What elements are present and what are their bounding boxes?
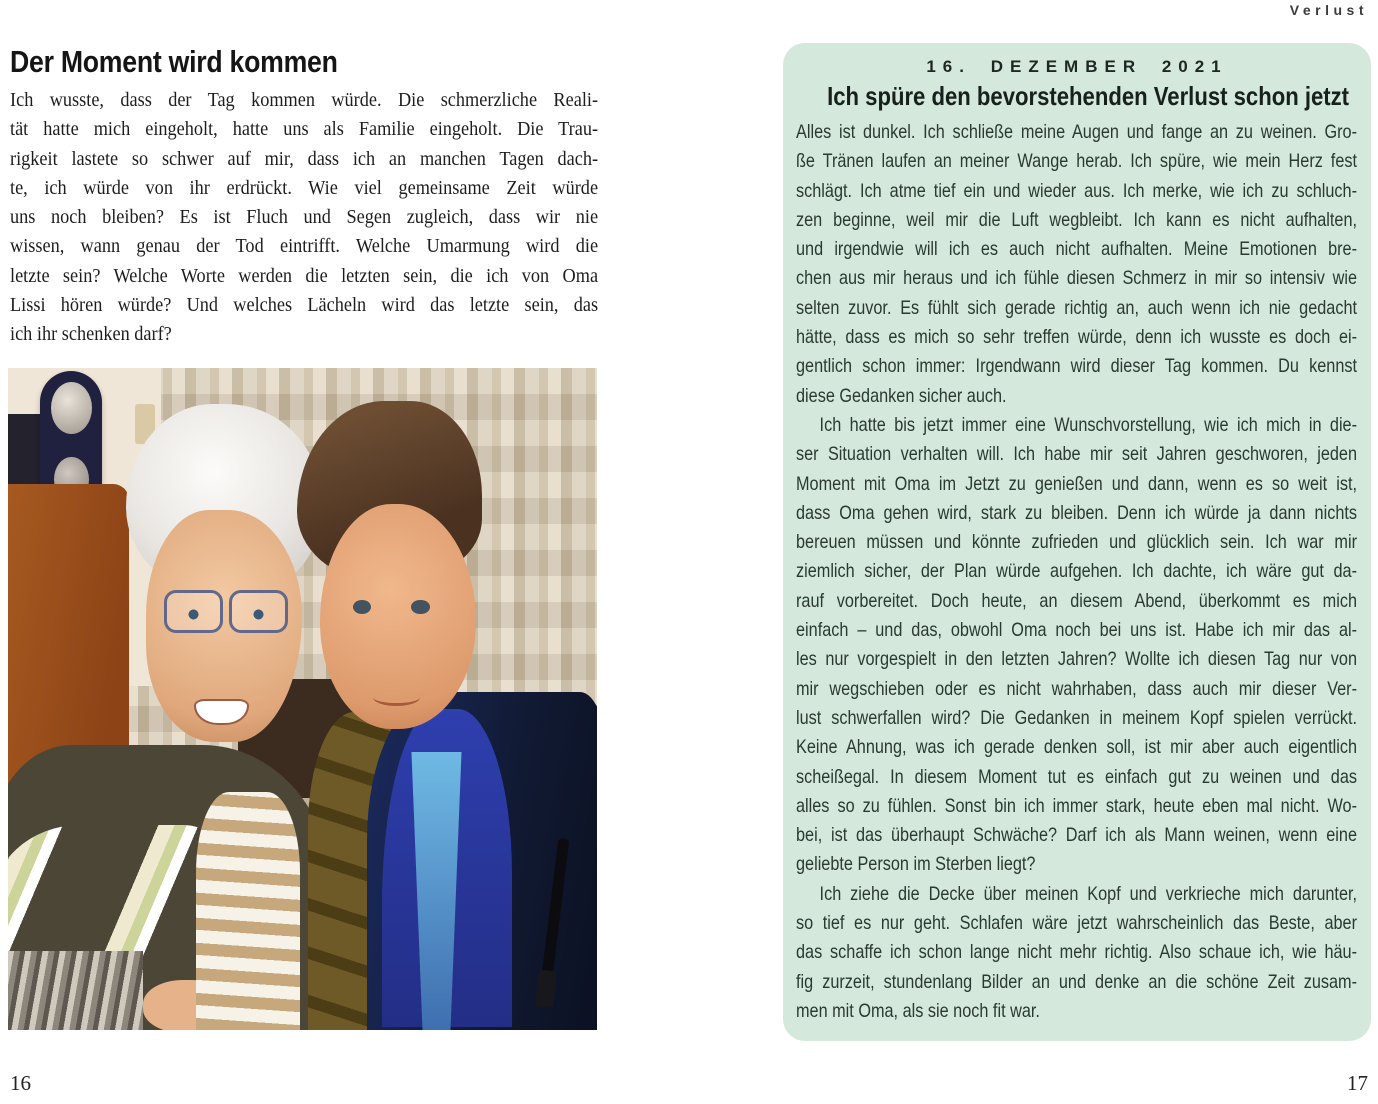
text-line: Moment mit Oma im Jetzt zu genießen und dann, wenn es so weit ist, — [796, 472, 1358, 495]
text-line: wissen, wann genau der Tod eintrifft. Welche Umarmung wird die — [10, 235, 599, 258]
text-line: fig zurzeit, stundenlang Bilder an und denke an die schöne Zeit zusam- — [796, 970, 1358, 993]
text-line: scheißegal. In diesem Moment tut es einfach gut zu weinen und das — [796, 765, 1358, 788]
text-line: letzte sein? Welche Worte werden die letzten sein, die ich von Oma — [10, 264, 599, 287]
text-line: so tief es nur geht. Schlafen wäre jetzt wahrscheinlich das Beste, aber — [796, 912, 1358, 935]
page-number-left: 16 — [10, 1071, 31, 1095]
running-title: Verlust — [1289, 2, 1368, 18]
glasses-lens-right — [229, 590, 288, 633]
text-line: rigkeit lastete so schwer auf mir, dass ich an manchen Tagen dach- — [10, 147, 599, 170]
text-line: selten zuvor. Es fühlt sich gerade richtig an, auch wenn ich nie gedacht — [796, 296, 1358, 319]
text-line: uns noch bleiben? Es ist Fluch und Segen zugleich, dass wir nie — [10, 206, 599, 229]
text-line: te, ich würde von ihr erdrückt. Wie viel gemeinsame Zeit würde — [10, 176, 599, 199]
text-line: ße Tränen laufen an meiner Wange herab. Ich spüre, wie mein Herz fest — [796, 150, 1358, 173]
text-line: hätte, dass es mich so sehr treffen würde, denn ich wusste es doch ei- — [796, 326, 1358, 349]
text-line: ich ihr schenken darf? — [10, 323, 172, 346]
text-line: einfach – und das, obwohl Oma noch bei uns ist. Habe ich mir das al- — [796, 619, 1358, 642]
text-line: Ich hatte bis jetzt immer eine Wunschvorstellung, wie ich mich in die- — [819, 413, 1358, 436]
text-line: schlägt. Ich atme tief ein und wieder aus. Ich merke, wie ich zu schluch- — [796, 179, 1358, 202]
text-line: bei, ist das überhaupt Schwäche? Darf ich als Mann weinen, wenn eine — [796, 824, 1358, 847]
text-line: und irgendwie will ich es auch nicht aufhalten. Meine Emotionen bre- — [796, 238, 1358, 261]
grandma-glasses — [164, 590, 288, 633]
text-line: ser Situation verhalten will. Ich habe mir seit Jahren geschworen, jeden — [796, 443, 1358, 466]
text-line: men mit Oma, als sie noch fit war. — [796, 999, 1040, 1022]
diary-body — [796, 118, 1357, 1026]
text-line: Alles ist dunkel. Ich schließe meine Augen und fange an zu weinen. Gro- — [796, 121, 1358, 143]
text-line: alles so zu fühlen. Sonst bin ich immer stark, heute eben mal nicht. Wo- — [796, 794, 1358, 817]
text-line: geliebte Person im Sterben liegt? — [796, 853, 1036, 876]
glasses-lens-left — [164, 590, 223, 633]
text-line: zen beginne, weil mir die Luft wegbleibt. Ich kann es nicht aufhalten, — [796, 208, 1358, 231]
grandma-sleeve — [8, 951, 143, 1030]
text-line: mir wegschieben oder es nicht wahrhaben, dass auch mir dieser Ver- — [796, 677, 1358, 700]
text-line: Lissi hören würde? Und welches Lächeln wird das letzte sein, das — [10, 294, 599, 317]
text-line: Keine Ahnung, was ich gerade denken soll, ist mir aber auch eigentlich — [796, 736, 1358, 759]
text-line: das schaffe ich schon lange nicht mehr richtig. Also schaue ich, wie häu- — [796, 941, 1358, 964]
grandma-striped-shirt — [196, 792, 299, 1030]
text-line: ziemlich sicher, der Plan würde aufgehen. Ich dachte, ich wäre gut da- — [796, 560, 1358, 583]
text-line: lust schwerfallen wird? Die Gedanken in meinem Kopf spielen verrückt. — [796, 706, 1358, 729]
clock-face-top — [51, 382, 92, 434]
photo-grandma-and-grandson — [8, 368, 597, 1030]
text-line: rauf vorbereitet. Doch heute, an diesem Abend, überkommt es mich — [796, 589, 1358, 612]
text-line: gentlich schon immer: Irgendwann wird dieser Tag kommen. Du kennst — [796, 355, 1358, 378]
diary-paragraph — [796, 880, 1357, 1026]
text-line: bereuen müssen und könnte zufrieden und glücklich sein. Ich war mir — [796, 531, 1358, 554]
chapter-heading: Der Moment wird kommen — [10, 44, 338, 79]
text-line: les nur vorgespielt in den letzten Jahren? Wollte ich diesen Tag nur von — [796, 648, 1358, 671]
text-line: Ich wusste, dass der Tag kommen würde. Die schmerzliche Reali- — [10, 89, 599, 111]
text-line: Ich ziehe die Decke über meinen Kopf und verkrieche mich darunter, — [819, 882, 1358, 905]
text-line: tät hatte mich eingeholt, hatte uns als Familie eingeholt. Die Trau- — [10, 118, 599, 141]
diary-box — [783, 43, 1371, 1041]
text-line: diese Gedanken sicher auch. — [796, 384, 1007, 407]
page-number-right: 17 — [1347, 1071, 1368, 1095]
text-line: chen aus mir heraus und ich fühle diesen Schmerz in mir so intensiv wie — [796, 267, 1358, 290]
diary-title: Ich spüre den bevorstehenden Verlust schon jetzt — [827, 81, 1350, 111]
left-body — [10, 86, 598, 350]
diary-paragraph — [796, 118, 1357, 411]
diary-date: 16. DEZEMBER 2021 — [926, 57, 1228, 76]
diary-paragraph — [796, 411, 1357, 880]
text-line: dass Oma gehen wird, stark zu bleiben. Denn ich würde ja dann nichts — [796, 501, 1358, 524]
